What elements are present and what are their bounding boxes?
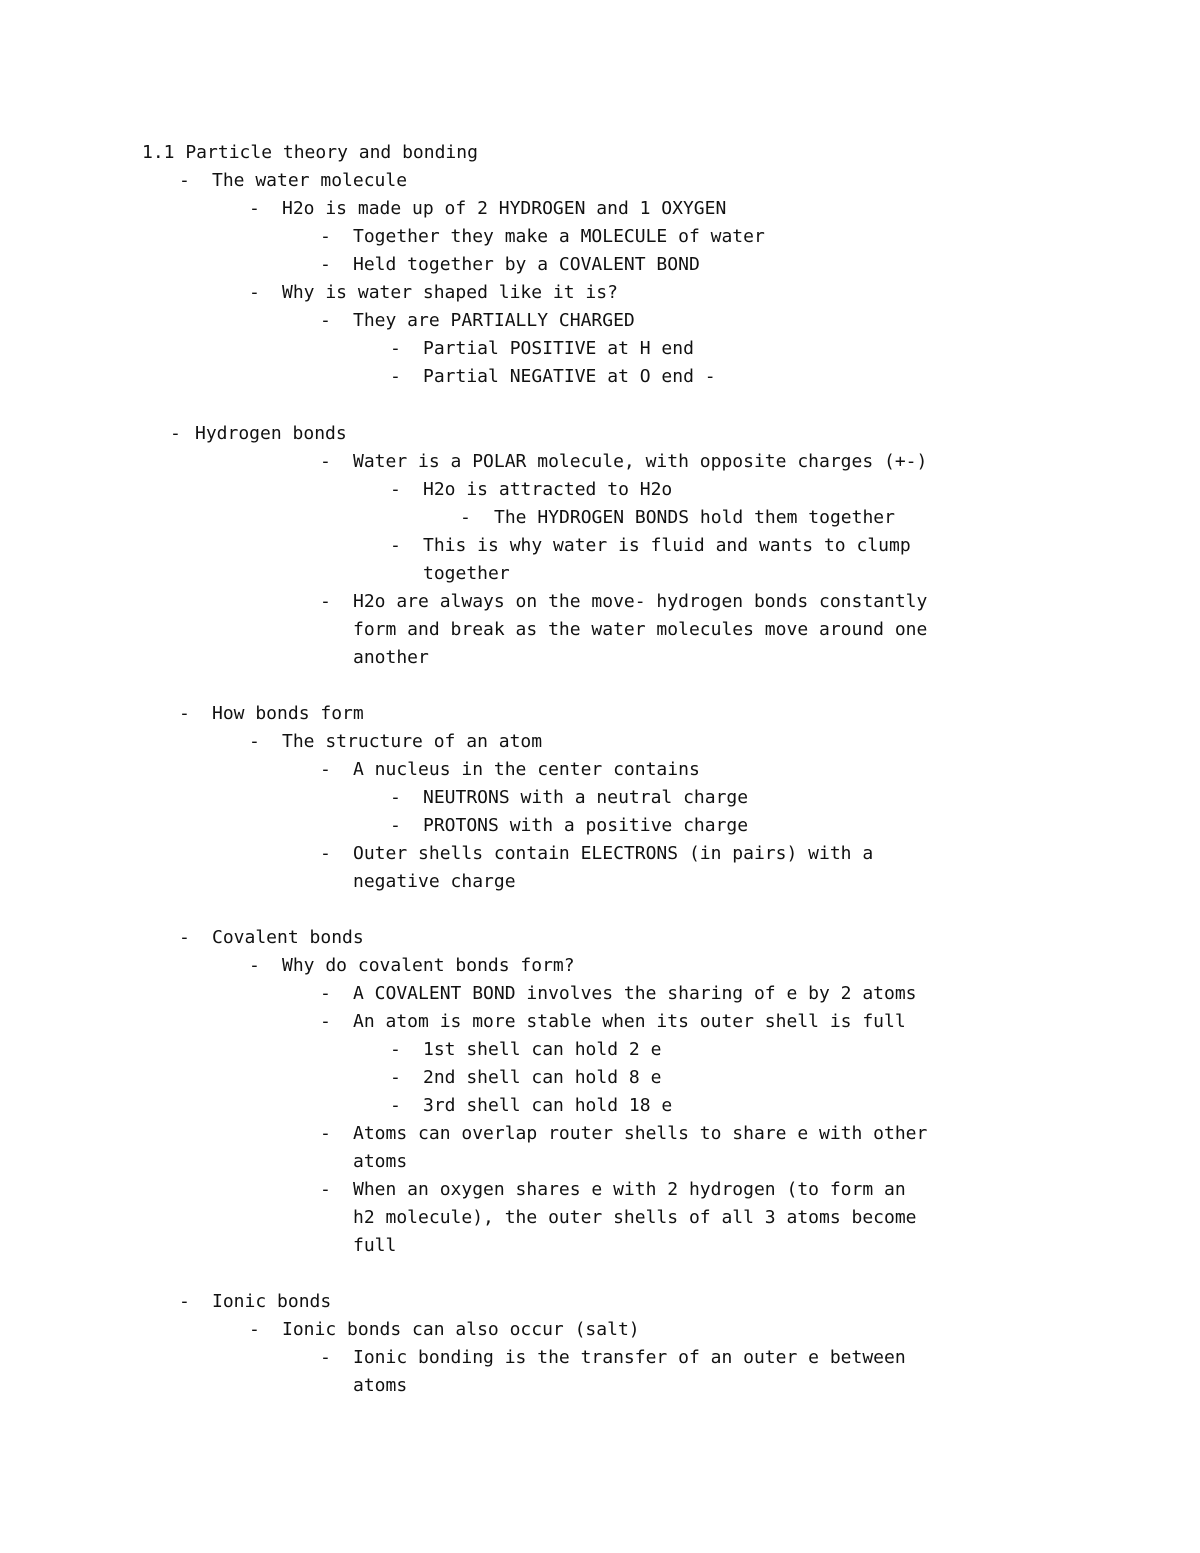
bullet-dash: - — [249, 955, 260, 976]
bullet-dash: - — [390, 787, 401, 808]
outline-line: PROTONS with a positive charge — [423, 815, 749, 836]
outline-line: 1st shell can hold 2 e — [423, 1039, 662, 1060]
bullet-dash: - — [249, 731, 260, 752]
bullet-dash: - — [390, 1067, 401, 1088]
outline-line: Covalent bonds — [212, 927, 364, 948]
outline-line: 2nd shell can hold 8 e — [423, 1067, 662, 1088]
outline-line: A nucleus in the center contains — [353, 759, 700, 780]
outline-line: H2o is attracted to H2o — [423, 479, 673, 500]
page-title: 1.1 Particle theory and bonding — [142, 142, 478, 163]
bullet-dash: - — [390, 338, 401, 359]
bullet-dash: - — [320, 226, 331, 247]
outline-line: NEUTRONS with a neutral charge — [423, 787, 749, 808]
outline-line: Water is a POLAR molecule, with opposite charges (+-) — [353, 451, 928, 472]
outline-line: When an oxygen shares e with 2 hydrogen (to form an — [353, 1179, 906, 1200]
outline-line: The HYDROGEN BONDS hold them together — [494, 507, 895, 528]
bullet-dash: - — [320, 1179, 331, 1200]
outline-line: Held together by a COVALENT BOND — [353, 254, 700, 275]
outline-line: A COVALENT BOND involves the sharing of e by 2 atoms — [353, 983, 917, 1004]
bullet-dash: - — [249, 198, 260, 219]
bullet-dash: - — [249, 282, 260, 303]
outline-line: The water molecule — [212, 170, 408, 191]
outline-line: together — [423, 563, 510, 584]
bullet-dash: - — [390, 1039, 401, 1060]
bullet-dash: - — [179, 1291, 190, 1312]
outline-line: Why is water shaped like it is? — [282, 282, 618, 303]
bullet-dash: - — [249, 1319, 260, 1340]
bullet-dash: - — [320, 1011, 331, 1032]
bullet-dash: - — [320, 591, 331, 612]
outline-line: The structure of an atom — [282, 731, 543, 752]
bullet-dash: - — [179, 703, 190, 724]
bullet-dash: - — [390, 1095, 401, 1116]
outline-line: An atom is more stable when its outer shell is full — [353, 1011, 906, 1032]
outline-line: Partial POSITIVE at H end — [423, 338, 694, 359]
outline-line: How bonds form — [212, 703, 364, 724]
bullet-dash: - — [320, 310, 331, 331]
bullet-dash: - — [320, 843, 331, 864]
outline-line: atoms — [353, 1375, 408, 1396]
outline-line: another — [353, 647, 429, 668]
bullet-dash: - — [390, 479, 401, 500]
outline-line: They are PARTIALLY CHARGED — [353, 310, 635, 331]
outline-line: Ionic bonds can also occur (salt) — [282, 1319, 640, 1340]
outline-line: Why do covalent bonds form? — [282, 955, 575, 976]
outline-line: Ionic bonds — [212, 1291, 332, 1312]
outline-line: Partial NEGATIVE at O end - — [423, 366, 716, 387]
bullet-dash: - — [179, 927, 190, 948]
bullet-dash: - — [320, 1123, 331, 1144]
outline-line: This is why water is fluid and wants to clump — [423, 535, 911, 556]
outline-line: Hydrogen bonds — [195, 423, 347, 444]
outline-line: Outer shells contain ELECTRONS (in pairs) with a — [353, 843, 874, 864]
bullet-dash: - — [390, 535, 401, 556]
bullet-dash: - — [320, 1347, 331, 1368]
bullet-dash: - — [390, 366, 401, 387]
outline-line: 3rd shell can hold 18 e — [423, 1095, 673, 1116]
bullet-dash: - — [170, 423, 181, 444]
outline-line: H2o is made up of 2 HYDROGEN and 1 OXYGEN — [282, 198, 727, 219]
bullet-dash: - — [460, 507, 471, 528]
outline-line: Together they make a MOLECULE of water — [353, 226, 765, 247]
outline-line: atoms — [353, 1151, 408, 1172]
bullet-dash: - — [390, 815, 401, 836]
outline-line: form and break as the water molecules move around one — [353, 619, 928, 640]
outline-line: Ionic bonding is the transfer of an outer e between — [353, 1347, 906, 1368]
bullet-dash: - — [179, 170, 190, 191]
bullet-dash: - — [320, 983, 331, 1004]
outline-line: Atoms can overlap router shells to share e with other — [353, 1123, 928, 1144]
outline-line: H2o are always on the move- hydrogen bonds constantly — [353, 591, 928, 612]
bullet-dash: - — [320, 759, 331, 780]
outline-line: full — [353, 1235, 397, 1256]
outline-line: h2 molecule), the outer shells of all 3 atoms become — [353, 1207, 917, 1228]
bullet-dash: - — [320, 254, 331, 275]
outline-line: negative charge — [353, 871, 516, 892]
bullet-dash: - — [320, 451, 331, 472]
